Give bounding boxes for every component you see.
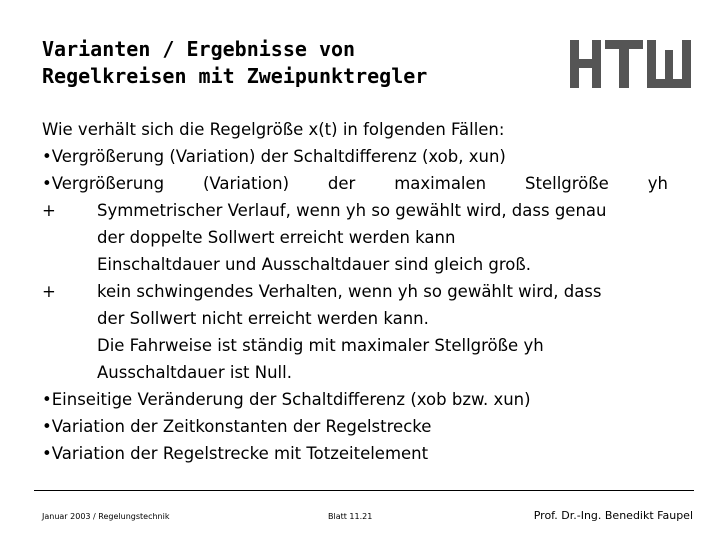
plus-text-continuation: der doppelte Sollwert erreicht werden kann <box>97 228 456 247</box>
plus-text: kein schwingendes Verhalten, wenn yh so gewählt wird, dass <box>97 282 602 301</box>
plus-text-continuation: Einschaltdauer und Ausschaltdauer sind gleich groß. <box>97 255 532 274</box>
plus-text-continuation: der Sollwert nicht erreicht werden kann. <box>97 309 429 328</box>
word: yh <box>647 174 668 193</box>
plus-text: Symmetrischer Verlauf, wenn yh so gewählt wird, dass genau <box>97 201 607 220</box>
word: der <box>327 174 356 193</box>
intro-text: Wie verhält sich die Regelgröße x(t) in folgenden Fällen: <box>42 120 505 139</box>
bullet-einseitig: •Einseitige Veränderung der Schaltdifferenz (xob bzw. xun) <box>42 390 531 409</box>
plus-text-continuation: Die Fahrweise ist ständig mit maximaler Stellgröße yh <box>97 336 544 355</box>
slide-title <box>42 36 427 90</box>
plus-marker: + <box>42 282 56 301</box>
plus-text-continuation: Ausschaltdauer ist Null. <box>97 363 292 382</box>
footer-divider <box>34 490 694 491</box>
plus-item-nicht-schwingend <box>42 278 682 305</box>
word: maximalen <box>394 174 487 193</box>
plus-marker: + <box>42 201 56 220</box>
bullet-zeitkonstanten: •Variation der Zeitkonstanten der Regelstrecke <box>42 417 432 436</box>
bullet-totzeit: •Variation der Regelstrecke mit Totzeitelement <box>42 444 429 463</box>
word: (Variation) <box>202 174 290 193</box>
bullet-stellgroesse <box>42 170 668 197</box>
htw-logo <box>570 40 692 88</box>
footer-date: Januar 2003 / Regelungstechnik <box>42 512 170 521</box>
title-line-2: Regelkreisen mit Zweipunktregler <box>42 64 428 88</box>
bullet-schaltdifferenz: •Vergrößerung (Variation) der Schaltdifferenz (xob, xun) <box>42 147 506 166</box>
word: •Vergrößerung <box>42 174 165 193</box>
footer-author: Prof. Dr.-Ing. Benedikt Faupel <box>533 509 693 522</box>
slide-body <box>42 116 682 467</box>
title-line-1: Varianten / Ergebnisse von <box>42 37 356 61</box>
word: Stellgröße <box>525 174 609 193</box>
footer-page: Blatt 11.21 <box>328 512 373 521</box>
plus-item-symmetrisch <box>42 197 682 224</box>
